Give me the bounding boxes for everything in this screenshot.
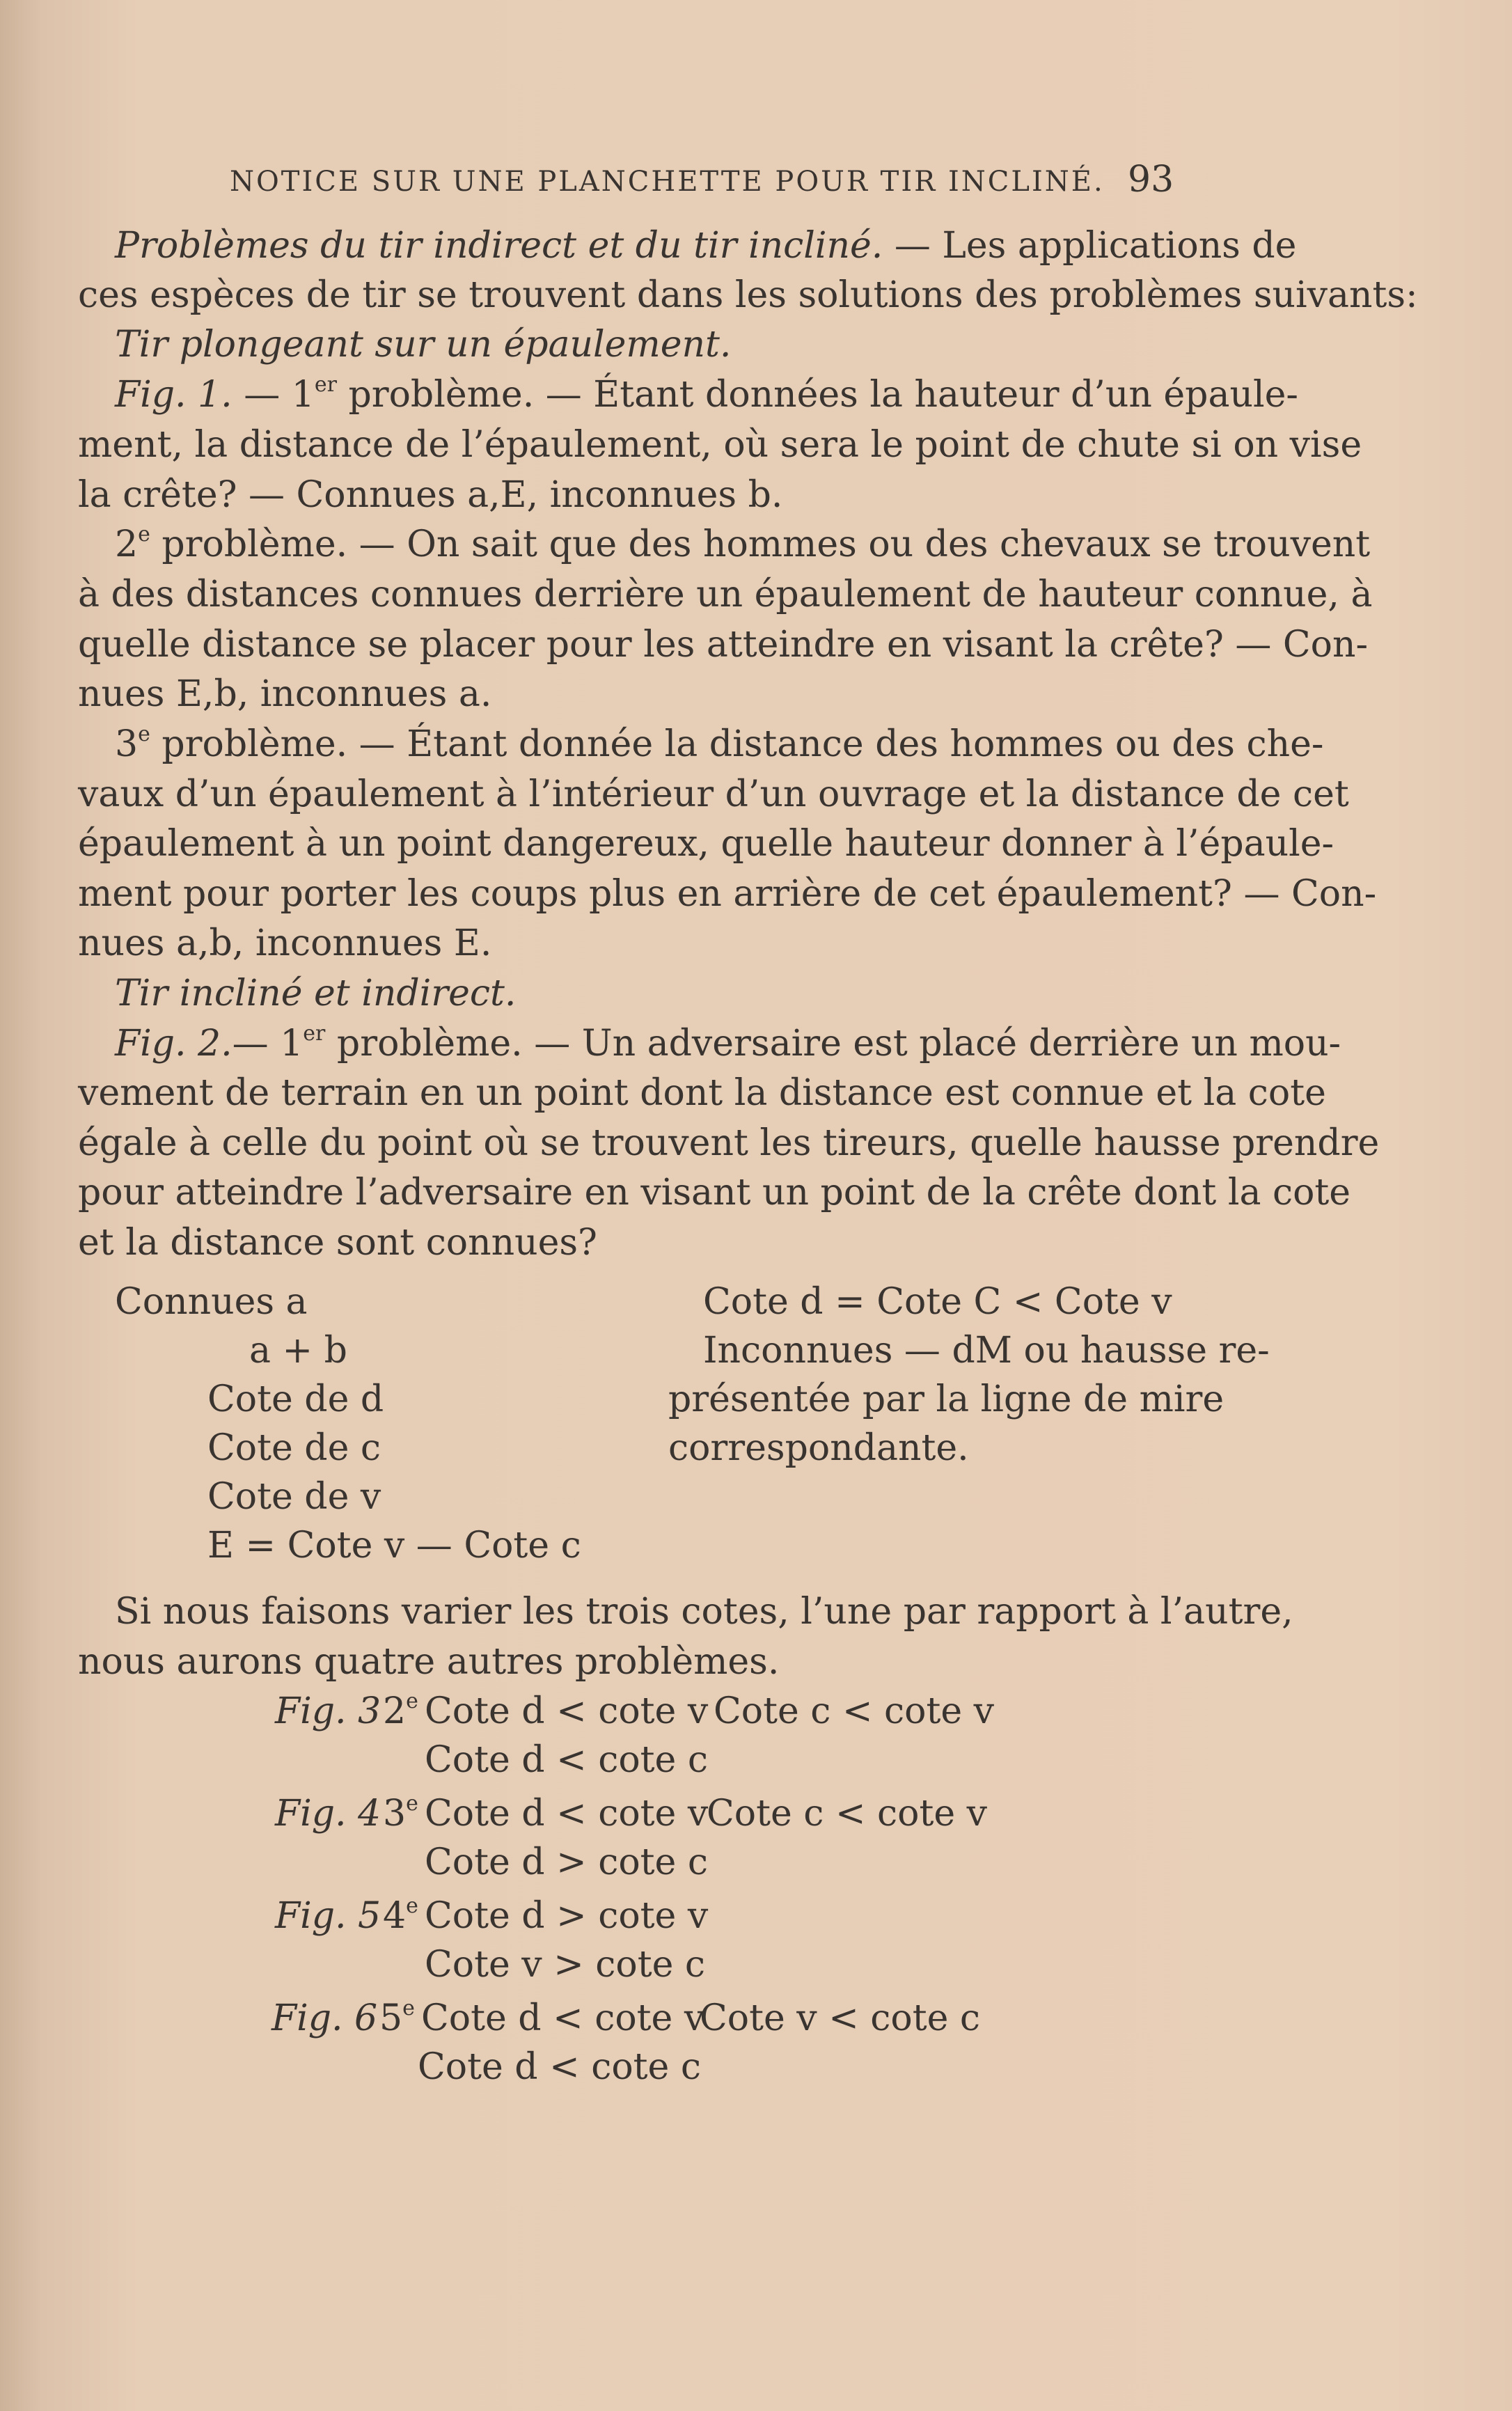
fig-ref: Fig. 3 <box>275 1690 381 1732</box>
superscript: er <box>314 372 337 397</box>
condition: Cote v < cote c <box>700 1997 981 2039</box>
problem-num: 5 <box>379 1997 403 2039</box>
text-line <box>115 720 1324 769</box>
text-line: ment, la distance de l’épaulement, où sera le point de chute si on vise <box>78 424 1362 466</box>
condition: Cote v > cote c <box>425 1944 706 1986</box>
text-line: la crête? — Connues a,E, inconnues b. <box>78 474 783 516</box>
superscript: er <box>303 1021 326 1046</box>
given-right-item: Cote d = Cote C < Cote v <box>703 1281 1172 1323</box>
text-line: égale à celle du point où se trouvent les tireurs, quelle hausse prendre <box>78 1122 1380 1164</box>
fig-ref: Fig. 6 <box>271 1997 378 2039</box>
page-number: 93 <box>1128 159 1174 201</box>
superscript: e <box>406 1791 418 1816</box>
text-line <box>115 520 1371 569</box>
given-item: Connues a <box>115 1281 308 1323</box>
problem-num: 4 <box>383 1895 407 1937</box>
text-line: nous aurons quatre autres problèmes. <box>78 1641 780 1683</box>
superscript: e <box>138 522 150 547</box>
fig-ref: Fig. 2. <box>115 1023 233 1065</box>
subheading-italic: Tir incliné et indirect. <box>115 973 517 1014</box>
text-line: et la distance sont connues? <box>78 1222 597 1264</box>
text-line: vaux d’un épaulement à l’intérieur d’un ouvrage et la distance de cet <box>78 773 1349 815</box>
text-line: nues E,b, inconnues a. <box>78 673 492 715</box>
text-line <box>115 370 1298 419</box>
text-line: à des distances connues derrière un épaulement de hauteur connue, à <box>78 574 1373 615</box>
text-line: nues a,b, inconnues E. <box>78 922 492 964</box>
superscript: e <box>406 1894 418 1918</box>
text-line: épaulement à un point dangereux, quelle hauteur donner à l’épaule- <box>78 823 1334 865</box>
text-line: ces espèces de tir se trouvent dans les solutions des problèmes suivants: <box>78 274 1418 316</box>
subheading-italic: Tir plongeant sur un épaulement. <box>115 324 732 366</box>
text-line: Si nous faisons varier les trois cotes, l’une par rapport à l’autre, <box>115 1591 1293 1633</box>
text-span: problème. — Étant donnée la distance des hommes ou des che- <box>150 723 1324 765</box>
text-span: — 1 <box>232 374 315 416</box>
condition: Cote c < cote v <box>707 1793 988 1835</box>
given-right-item: Inconnues — dM ou hausse re- <box>703 1330 1270 1372</box>
condition: Cote d < cote v <box>425 1793 709 1835</box>
text-span: problème. — Un adversaire est placé derrière un mou- <box>325 1023 1341 1065</box>
problem-number <box>383 1789 418 1838</box>
text-line <box>115 221 1297 270</box>
problem-number <box>379 1994 415 2043</box>
text-span: problème. — Étant données la hauteur d’un épaule- <box>336 374 1298 416</box>
text-line: quelle distance se placer pour les atteindre en visant la crête? — Con- <box>78 624 1369 666</box>
given-item: E = Cote v — Cote c <box>207 1525 581 1566</box>
fig-ref: Fig. 5 <box>275 1895 381 1937</box>
fig-ref: Fig. 1. <box>115 374 233 416</box>
condition: Cote d < cote v <box>421 1997 705 2039</box>
text-line: vement de terrain en un point dont la distance est connue et la cote <box>78 1072 1326 1114</box>
condition: Cote c < cote v <box>714 1690 995 1732</box>
section-heading-italic: Problèmes du tir indirect et du tir incliné. <box>115 225 883 267</box>
superscript: e <box>402 1996 415 2020</box>
superscript: e <box>138 722 150 746</box>
text-line <box>115 1019 1341 1068</box>
text-line: ment pour porter les coups plus en arrière de cet épaulement? — Con- <box>78 873 1377 915</box>
condition: Cote d < cote c <box>425 1739 708 1781</box>
given-item: Cote de d <box>207 1379 384 1420</box>
text-line: pour atteindre l’adversaire en visant un point de la crête dont la cote <box>78 1172 1351 1214</box>
problem-num: 3 <box>383 1793 407 1835</box>
text-span: — Les applications de <box>883 225 1297 267</box>
problem-number <box>383 1892 418 1940</box>
given-item: Cote de v <box>207 1476 381 1518</box>
given-item: a + b <box>249 1330 347 1372</box>
text-span: problème. — On sait que des hommes ou des chevaux se trouvent <box>150 524 1371 565</box>
given-item: Cote de c <box>207 1427 381 1469</box>
given-right-item: présentée par la ligne de mire <box>668 1379 1224 1420</box>
condition: Cote d < cote c <box>418 2046 701 2088</box>
problem-number <box>383 1687 418 1736</box>
condition: Cote d > cote v <box>425 1895 709 1937</box>
text-span: 2 <box>115 524 139 565</box>
given-right-item: correspondante. <box>668 1427 969 1469</box>
text-span: — 1 <box>232 1023 304 1065</box>
running-header: NOTICE SUR UNE PLANCHETTE POUR TIR INCLINÉ. <box>230 166 1105 198</box>
superscript: e <box>406 1689 418 1713</box>
condition: Cote d > cote c <box>425 1841 708 1883</box>
problem-num: 2 <box>383 1690 407 1732</box>
text-span: 3 <box>115 723 139 765</box>
condition: Cote d < cote v <box>425 1690 709 1732</box>
fig-ref: Fig. 4 <box>275 1793 381 1835</box>
